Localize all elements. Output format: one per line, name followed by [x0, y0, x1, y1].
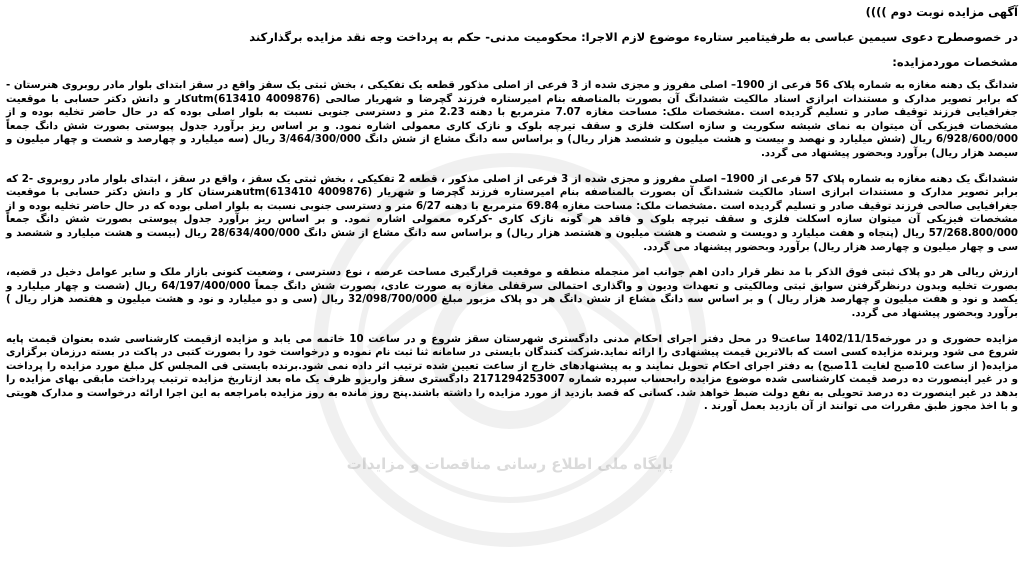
watermark-text: پایگاه ملی اطلاع رسانی مناقصات و مزایدات — [346, 455, 674, 473]
auction-notice — [6, 4, 1018, 414]
auction-terms-paragraph: مزایده حضوری و در مورخه1402/11/15 ساعت9 در محل دفتر اجرای احکام مدنی دادگستری شهرستان سقز شروع و در ساعت 10 خاتمه می یابد و مزایده ازقیمت کارشناسی شده بعنوان قیمت پایه شروع می شود وبرنده مزایده کسی است که بالاترین قیمت پیشنهادی را ارائه نماید.شرکت کنندگان بایستی در سامانه ثنا ثبت نام نموده و درخواست خود را بصورت کتبی در پاکت در بسته درزمان برگزاری مزایده( از ساعت 10صبح لغایت 11صبح) به دفتر اجرای احکام تحویل نمایند و به پیشنهادهای خارج از ساعت تعیین شده ترتیب اثر داده نمی شود.برنده بایستی فی المجلس کل مبلغ مورد مزایده را پرداخت و در غیر اینصورت ده درصد قیمت کارشناسی شده موضوع مزایده رابحساب سپرده شماره 2171294253007 دادگستری سقز واریزو ظرف یک ماه بعد ازتاریخ مزایده ترتیب پرداخت مابقی بهای مزایده را بدهد در غیر اینصورت ده درصد تحویلی به نفع دولت ضبط خواهد شد. کسانی که قصد بازدید از مورد مزایده را داشته باشند.پنج روز مانده به روز مزایده بامراجعه به این اجرا ارائه درخواست و مدارک هویتی و با اخذ مجوز طبق مقررات می توانند از آن بازدید بعمل آورند . — [6, 333, 1019, 413]
property-1-paragraph: شدانگ یک دهنه مغازه به شماره پلاک 56 فرعی از 1900– اصلی مفروز و مجزی شده از 3 فرعی از اصلی مذکور قطعه یک تفکیکی ، بخش ثبتی یک سقز واقع در سقز ابتدای بلوار مادر روبروی هنرستان - که برابر تصویر مدارک و مستندات ابرازی اسناد مالکیت ششدانگ آن بصورت بالمناصفه بنام امیرستاره فرزند گچرضا و شهریار صالحی (utm(613410 4009876کار و دانش دکتر حسابی با موقعیت جغرافیایی فرزند توقیف صادر و تسلیم گردیده است .مشخصات ملک: مساحت مغازه 7.07 مترمربع با دهنه 2.23 متر و دسترسی جنوبی نسبت به بلوار اصلی بوده که در حال حاضر تخلیه بوده و از مشخصات فیزیکی آن میتوان به نمای شیشه سکوریت و سازه اسکلت فلزی و سقف تیرچه بلوک و نازک کاری معمولی اشاره نمود. و بر اساس ریز برآورد جدول پیوستی بصورت شش دانگ جمعاً 6/928/600/000 ریال (شش میلیارد و نهصد و بیست و هشت میلیون و ششصد هزار ریال) و براساس سه دانگ مشاع از شش دانگ 3/464/300/000 ریال (سه میلیارد و چهارصد و شصت و چهار میلیون و سیصد هزار ریال) برآورد وبحضور پیشنهاد می گردد. — [6, 80, 1019, 159]
specs-heading: مشخصات موردمزایده: — [892, 55, 1018, 69]
case-line: در خصوصطرح دعوی سیمین عباسی به طرفیتامیر ستاره‌ء موضوع لازم الاجرا: محکومیت مدنی- حکم به پرداخت وجه نقد مزایده برگذارکند — [249, 30, 1018, 44]
valuation-paragraph: ارزش ریالی هر دو پلاک ثبتی فوق الذکر با مد نظر قرار دادن اهم جوانب امر منجمله منطقه و موقعیت قرارگیری مساحت عرصه ، نوع دسترسی ، وضعیت کنونی بازار ملک و سایر عوامل دخیل در قضیه، بصورت تخلیه وبدون درنظرگرفتن سوابق ثبتی ومالکیتی و تعهدات ودیون و واگذاری احتمالی سرقفلی مغازه به صورت عادی، بصورت شش دانگ جمعاً 64/197/400/000 ریال (شصت و چهار میلیارد و یکصد و نود و هفت میلیون و چهارصد هزار ریال ) و بر اساس سه دانگ مشاع از شش دانگ هر دو پلاک مزبور مبلغ 32/098/700/000 ریال (سی و دو میلیارد و نود و هشت میلیون و هفتصد هزار ریال ) برآورد وبحضور پیشنهاد می گردد. — [6, 267, 1018, 319]
notice-title: آگهی مزایده نوبت دوم )))) — [865, 5, 1018, 19]
property-2-paragraph: ششدانگ یک دهنه مغازه به شماره پلاک 57 فرعی از 1900– اصلی مفروز و مجزی شده از 3 فرعی از اصلی مذکور ، قطعه 2 تفکیکی ، بخش ثبتی یک سقز ، واقع در سقز ، ابتدای بلوار مادر روبروی -2 که برابر تصویر مدارک و مستندات ابرازی اسناد مالکیت ششدانگ آن بصورت بالمناصفه بنام امیرستاره فرزند گچرضا و شهریار (utm(613410 4009876هنرستان کار و دانش دکتر حسابی با موقعیت جغرافیایی صالحی فرزند توقیف صادر و تسلیم گردیده است .مشخصات ملک: مساحت مغازه 69.84 مترمربع با دهنه 6/27 متر و دسترسی جنوبی نسبت به بلوار اصلی بوده که در حال حاضر تخلیه بوده و از مشخصات فیزیکی آن میتوان سازه اسکلت فلزی و سقف تیرچه بلوک و فاقد هر گونه نازک کاری -کرکره معمولی اشاره نمود. و بر اساس ریز برآورد جدول پیوستی بصورت شش دانگ جمعاً 57/268.800/000 ریال (پنجاه و هفت میلیارد و دویست و شصت و هشت میلیون و هشتصد هزار ریال) و براساس سه دانگ مشاع از شش دانگ 28/634/400/000 ریال (بیست و هشت میلیارد و ششصد و سی و چهار میلیون و چهارصد هزار ریال) برآورد وبحضور پیشنهاد می گردد. — [6, 173, 1019, 253]
